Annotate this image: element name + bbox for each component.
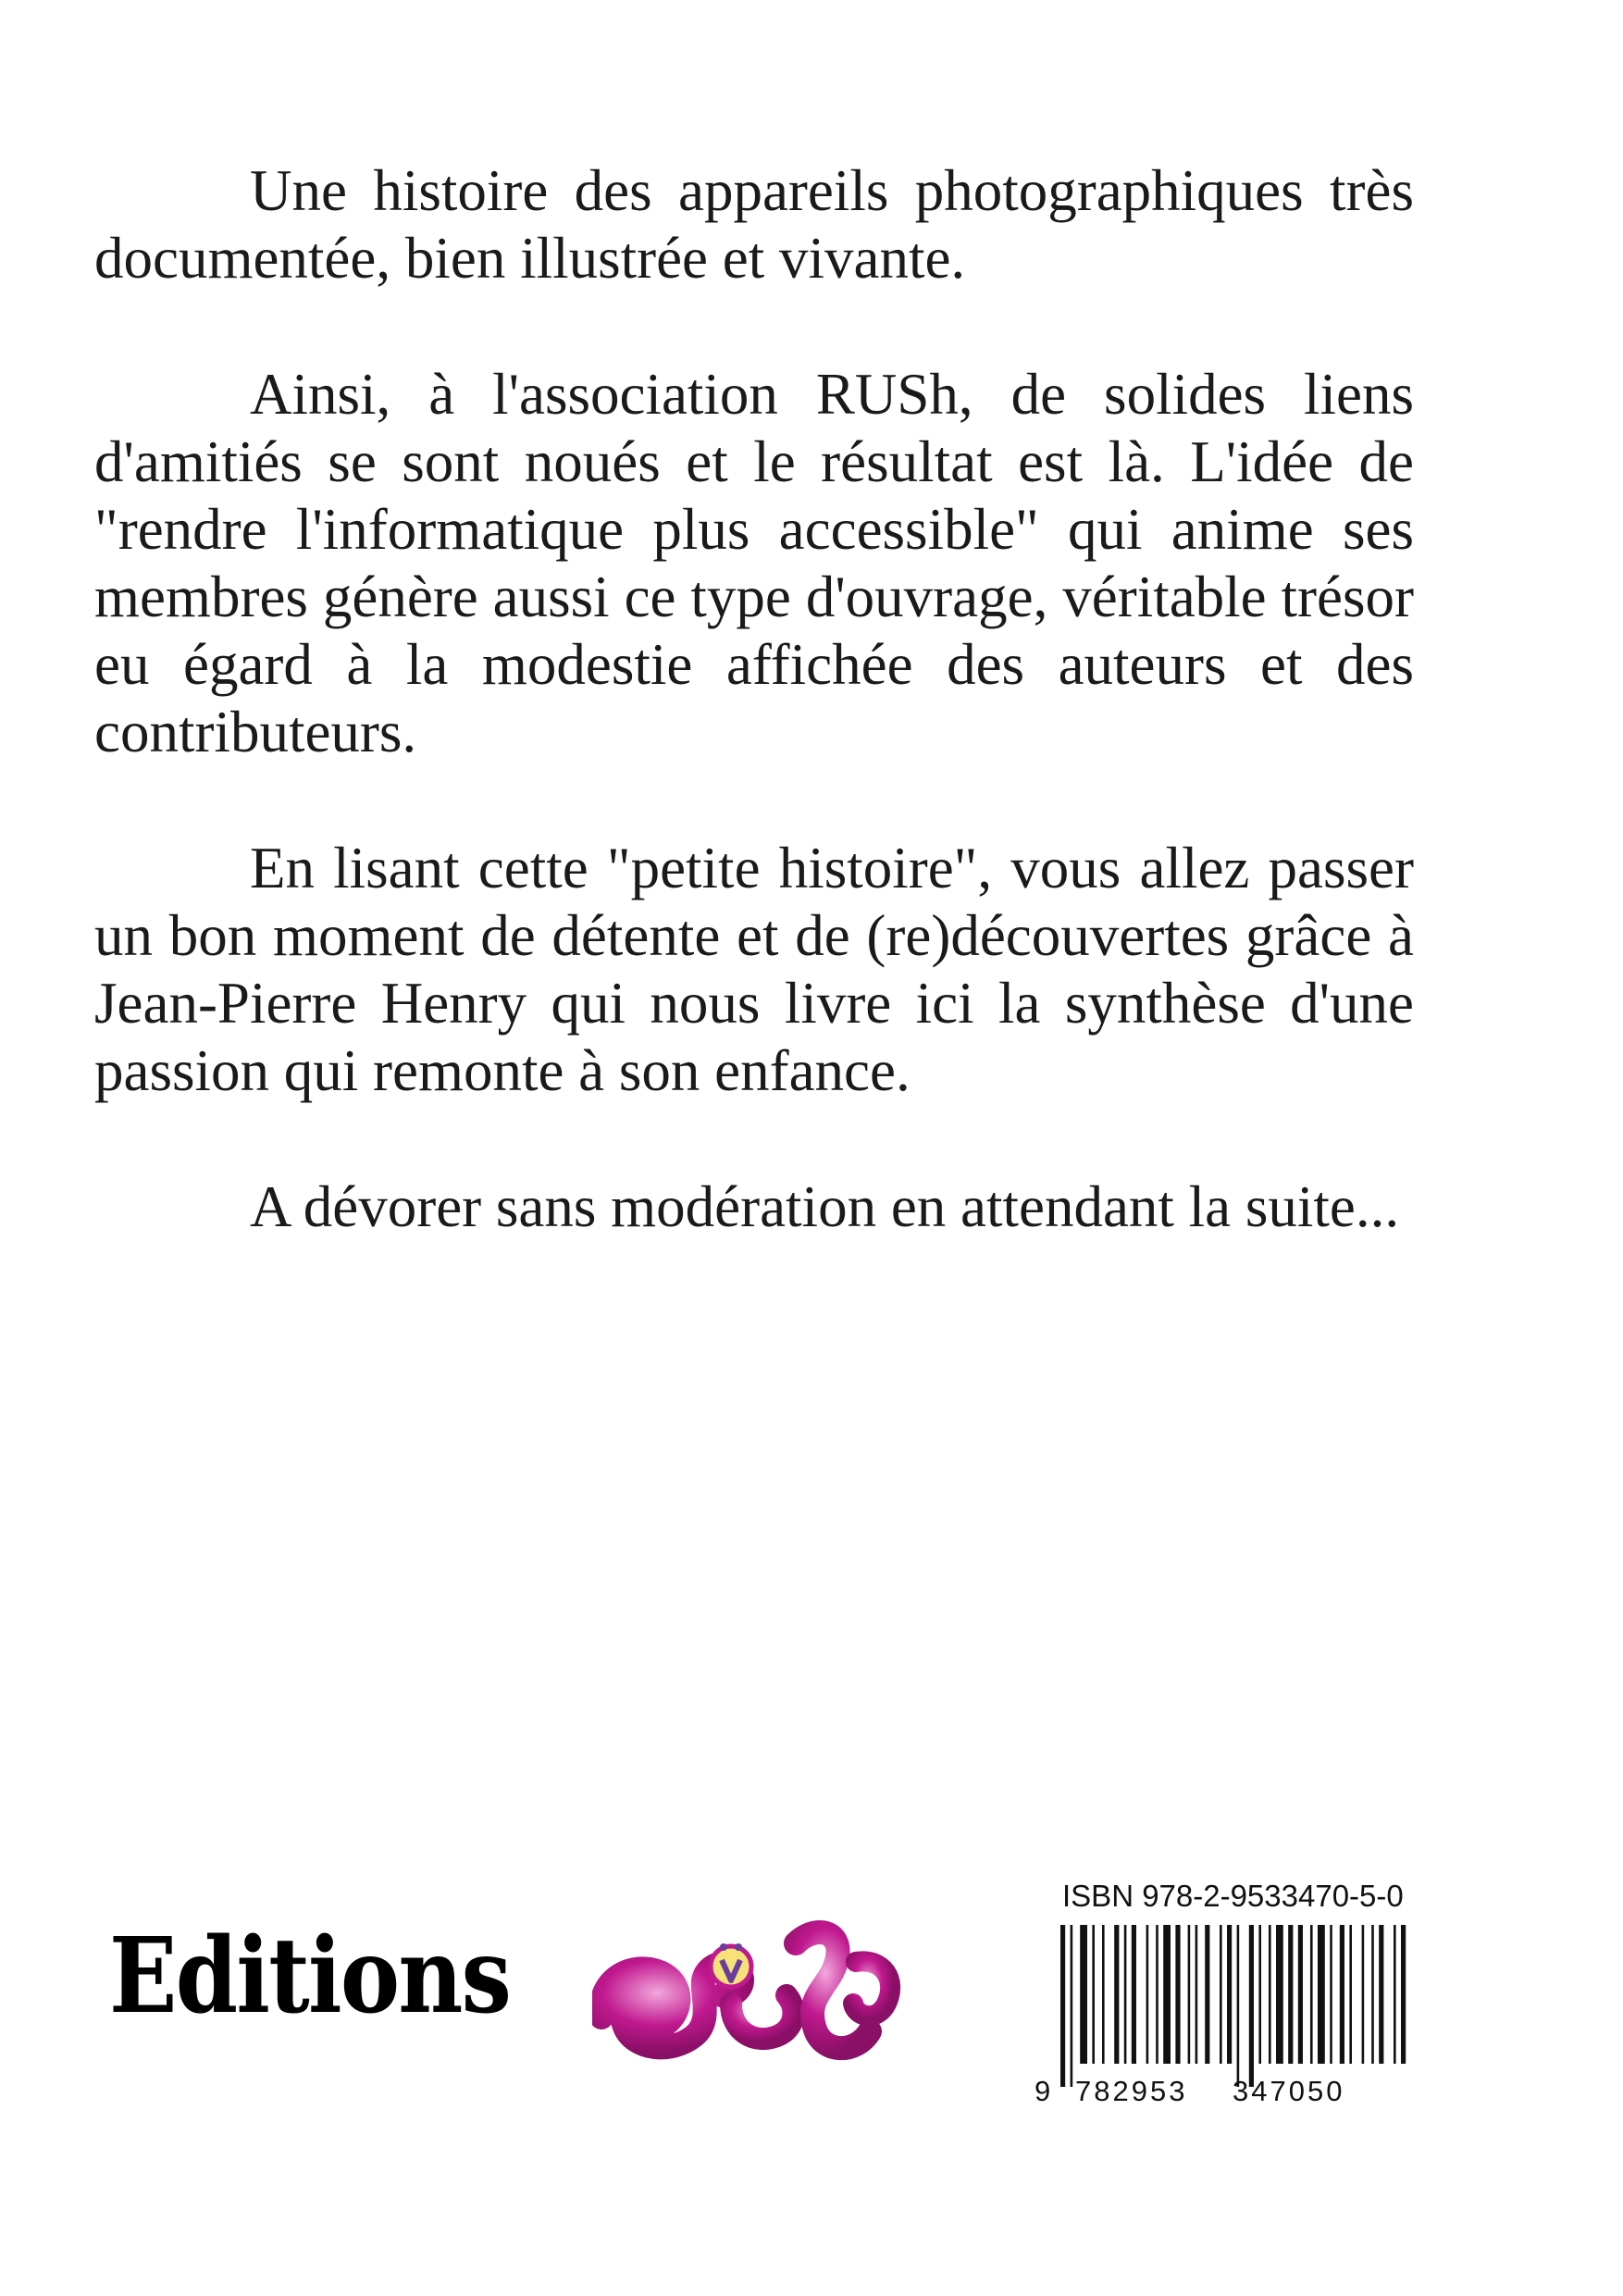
barcode-bar	[1310, 1925, 1313, 2064]
barcode-bar	[1288, 1925, 1293, 2064]
isbn-label: ISBN 978-2-9533470-5-0	[1062, 1879, 1404, 1913]
barcode-bar	[1060, 1925, 1065, 2087]
barcode-bar	[1175, 1925, 1180, 2064]
barcode-bar	[1362, 1925, 1365, 2064]
barcode-bar	[1071, 1925, 1073, 2087]
barcode-digits-right: 347050	[1233, 2075, 1345, 2107]
barcode-bar	[1188, 1925, 1191, 2064]
barcode-bar	[1340, 1925, 1344, 2064]
isbn-barcode	[1027, 1879, 1416, 2110]
barcode-bar	[1132, 1925, 1136, 2064]
barcode-bar	[1298, 1925, 1303, 2064]
paragraph-4: A dévorer sans modération en attendant la suite...	[250, 1174, 1400, 1239]
barcode-bar	[1092, 1925, 1095, 2064]
barcode-bar	[1196, 1925, 1198, 2064]
paragraph-1: Une histoire des appareils photographiques très documentée, bien illustrée et vivante.	[94, 158, 1414, 291]
barcode-bar	[1220, 1925, 1222, 2064]
barcode-bar	[1205, 1925, 1209, 2064]
barcode-bar	[1258, 1925, 1261, 2064]
barcode-bar	[1114, 1925, 1119, 2064]
barcode-bar	[1371, 1925, 1374, 2064]
barcode-digits-left: 782953	[1075, 2075, 1188, 2107]
barcode-bar	[1249, 1925, 1254, 2087]
barcode-bar	[1102, 1925, 1105, 2064]
barcode-bar	[1349, 1925, 1352, 2064]
barcode-bar	[1269, 1925, 1271, 2064]
barcode-bar	[1330, 1925, 1332, 2064]
editions-label: Editions	[109, 1916, 511, 2037]
barcode-bar	[1318, 1925, 1325, 2064]
paragraph-3: En lisant cette "petite histoire", vous allez passer un bon moment de détente et de (re)découvertes grâce à Jean-Pierre Henry qui nous livre ici la synthèse d'une passion qui remonte à son enfance.	[94, 836, 1414, 1103]
barcode-bar	[1227, 1925, 1232, 2064]
barcode-bar	[1276, 1925, 1283, 2064]
barcode-bar	[1237, 1925, 1240, 2087]
barcode-bar	[1080, 1925, 1087, 2064]
barcode-bar	[1146, 1925, 1149, 2064]
barcode-bar	[1379, 1925, 1383, 2064]
barcode-bar	[1401, 1925, 1406, 2064]
rush-logo	[592, 1906, 907, 2091]
barcode-bar	[1394, 1925, 1396, 2064]
barcode-first-digit: 9	[1035, 2075, 1054, 2107]
barcode-bar	[1163, 1925, 1171, 2064]
barcode-bar	[1156, 1925, 1158, 2064]
paragraph-2: Ainsi, à l'association RUSh, de solides liens d'amitiés se sont noués et le résultat est là. L'idée de "rendre l'informatique plus accessible" qui anime ses membres génère aussi ce type d'ouvrage, véritable trésor eu égard à la modestie affichée des auteurs et des contributeurs.	[94, 362, 1414, 764]
back-cover-text	[94, 157, 1414, 1309]
barcode-bar	[1124, 1925, 1127, 2064]
